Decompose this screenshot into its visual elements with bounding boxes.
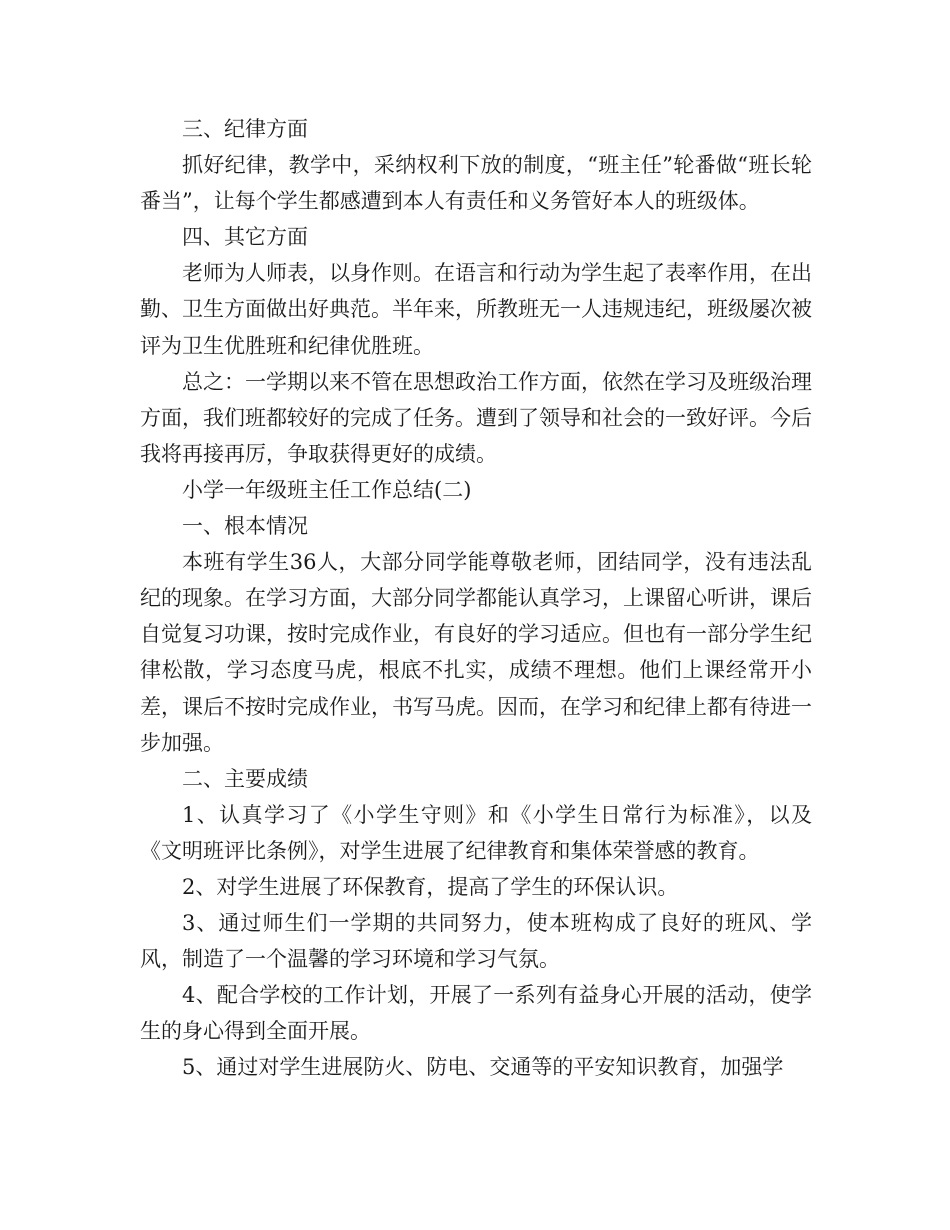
list-item-achievement-3: 3、通过师生们一学期的共同努力，使本班构成了良好的班风、学风，制造了一个温馨的学习环境和学习气氛。 [140, 911, 812, 972]
list-item-achievement-1: 1、认真学习了《小学生守则》和《小学生日常行为标准》，以及《文明班评比条例》，对学生进展了纪律教育和集体荣誉感的教育。 [140, 802, 812, 863]
document-body [140, 111, 812, 1086]
heading-other-aspects: 四、其它方面 [182, 225, 308, 250]
heading-discipline: 三、纪律方面 [182, 117, 308, 141]
heading-basic-situation: 一、根本情况 [182, 514, 308, 539]
paragraph-summary: 总之：一学期以来不管在思想政治工作方面，依然在学习及班级治理方面，我们班都较好的完成了任务。遭到了领导和社会的一致好评。今后我将再接再厉，争取获得更好的成绩。 [140, 369, 812, 466]
section-title-part-two: 小学一年级班主任工作总结(二) [182, 477, 472, 502]
paragraph-discipline: 抓好纪律，教学中，采纳权利下放的制度，“班主任”轮番做“班长轮番当”，让每个学生都感遭到本人有责任和义务管好本人的班级体。 [140, 153, 812, 214]
list-item-achievement-5: 5、通过对学生进展防火、防电、交通等的平安知识教育，加强学 [182, 1055, 784, 1080]
list-item-achievement-2: 2、对学生进展了环保教育，提高了学生的环保认识。 [182, 874, 679, 899]
paragraph-basic-situation: 本班有学生36人，大部分同学能尊敬老师，团结同学，没有违法乱纪的现象。在学习方面，大部分同学都能认真学习，上课留心听讲，课后自觉复习功课，按时完成作业，有良好的学习适应。但也有一部分学生纪律松散，学习态度马虎，根底不扎实，成绩不理想。他们上课经常开小差，课后不按时完成作业，书写马虎。因而，在学习和纪律上都有待进一步加强。 [140, 550, 812, 755]
heading-main-achievements: 二、主要成绩 [182, 766, 308, 791]
list-item-achievement-4: 4、配合学校的工作计划，开展了一系列有益身心开展的活动，使学生的身心得到全面开展。 [140, 983, 812, 1044]
paragraph-teacher-example: 老师为人师表，以身作则。在语言和行动为学生起了表率作用，在出勤、卫生方面做出好典范。半年来，所教班无一人违规违纪，班级屡次被评为卫生优胜班和纪律优胜班。 [140, 261, 812, 358]
